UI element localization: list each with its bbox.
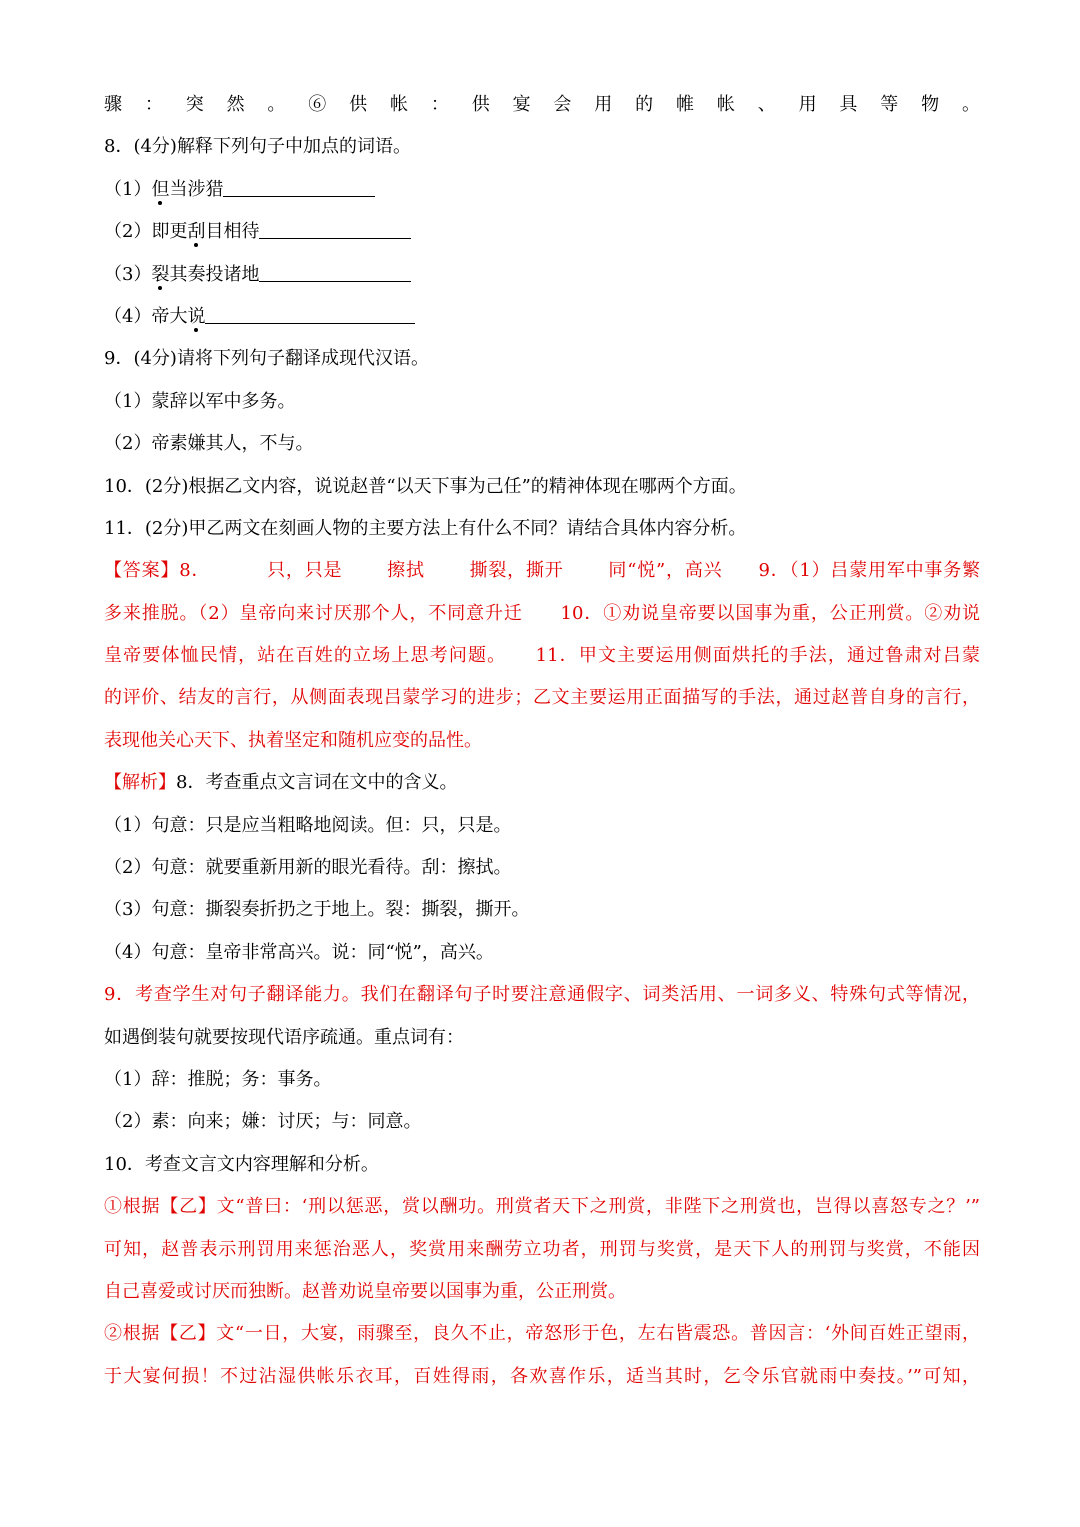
analysis-p1-line-3: 自己喜爱或讨厌而独断。赵普劝说皇帝要以国事为重，公正刑赏。: [104, 1280, 626, 1302]
note-line: 骤：突然。⑥供帐：供宴会用的帷帐、用具等物。: [104, 94, 980, 115]
answer-line-1: 【答案】8． 只，只是 擦拭 撕裂，撕开 同“悦”，高兴 9．（1）吕蒙用军中事务繁: [104, 560, 981, 582]
q11-title: 11．(2分)甲乙两文在刻画人物的主要方法上有什么不同？请结合具体内容分析。: [104, 517, 747, 539]
answer-tag: 【答案】: [104, 560, 180, 582]
analysis-q8-head: 【解析】8．考查重点文言词在文中的含义。: [104, 772, 458, 794]
analysis-q9-line-1: 9．考查学生对句子翻译能力。我们在翻译句子时要注意通假字、词类活用、一词多义、特殊句式等情况，: [104, 984, 980, 1006]
analysis-q8-item: （3）句意：撕裂奏折扔之于地上。裂：撕裂，撕开。: [104, 899, 530, 921]
answer-line-5: 表现他关心天下、执着坚定和随机应变的品性。: [104, 729, 482, 751]
answer-blank[interactable]: [259, 263, 411, 282]
dotted-word: 裂: [151, 263, 170, 285]
analysis-q8-item: （1）句意：只是应当粗略地阅读。但：只，只是。: [104, 814, 512, 836]
q10-title: 10．(2分)根据乙文内容，说说赵普“以天下事为己任”的精神体现在哪两个方面。: [104, 475, 747, 497]
analysis-q9-line-2: 如遇倒装句就要按现代语序疏通。重点词有：: [104, 1026, 464, 1048]
q8-item-2: （2）即更刮目相待: [104, 211, 980, 253]
q8-title: 8．(4分)解释下列句子中加点的词语。: [104, 136, 411, 158]
answer-blank[interactable]: [259, 220, 411, 239]
analysis-q8-item: （4）句意：皇帝非常高兴。说：同“悦”，高兴。: [104, 941, 494, 963]
dotted-word: 但: [151, 178, 170, 200]
q9-item-2: （2）帝素嫌其人，不与。: [104, 433, 314, 455]
answer-line-4: 的评价、结友的言行，从侧面表现吕蒙学习的进步；乙文主要运用正面描写的手法，通过赵普自身的言行，: [104, 687, 980, 709]
analysis-p2-line-1: ②根据【乙】文“一日，大宴，雨骤至，良久不止，帝怒形于色，左右皆震恐。普因言：‘外间百姓正望雨，: [104, 1323, 980, 1345]
analysis-p1-line-2: 可知，赵普表示刑罚用来惩治恶人，奖赏用来酬劳立功者，刑罚与奖赏，是天下人的刑罚与奖赏，不能因: [104, 1238, 980, 1260]
analysis-q8-item: （2）句意：就要重新用新的眼光看待。刮：擦拭。: [104, 857, 512, 879]
dotted-word: 说: [187, 305, 206, 327]
analysis-p1-line-1: ①根据【乙】文“普曰：‘刑以惩恶，赏以酬功。刑赏者天下之刑赏，非陛下之刑赏也，岂得以喜怒专之？’”: [104, 1196, 980, 1218]
analysis-p2-line-2: 于大宴何损！不过沾湿供帐乐衣耳，百姓得雨，各欢喜作乐，适当其时，乞令乐官就雨中奏技。’”可知，: [104, 1365, 980, 1387]
answer-blank[interactable]: [205, 305, 415, 324]
q9-title: 9．(4分)请将下列句子翻译成现代汉语。: [104, 348, 429, 370]
q8-item-4: （4）帝大说: [104, 296, 980, 338]
dotted-word: 刮: [187, 221, 206, 243]
answer-line-3: 皇帝要体恤民情，站在百姓的立场上思考问题。 11．甲文主要运用侧面烘托的手法，通过鲁肃对吕蒙: [104, 645, 980, 667]
q9-item-1: （1）蒙辞以军中多务。: [104, 390, 296, 412]
analysis-tag: 【解析】: [104, 772, 176, 794]
answer-blank[interactable]: [223, 178, 375, 197]
analysis-q10-head: 10．考查文言文内容理解和分析。: [104, 1153, 379, 1175]
q8-item-3: （3）裂其奏投诸地: [104, 254, 980, 296]
analysis-q9-item: （1）辞：推脱；务：事务。: [104, 1068, 332, 1090]
document-page: [104, 84, 980, 1398]
q8-item-1: （1）但当涉猎: [104, 169, 980, 211]
analysis-q9-item: （2）素：向来；嫌：讨厌；与：同意。: [104, 1111, 422, 1133]
answer-line-2: 多来推脱。（2）皇帝向来讨厌那个人，不同意升迁 10．①劝说皇帝要以国事为重，公正刑赏。②劝说: [104, 602, 980, 624]
